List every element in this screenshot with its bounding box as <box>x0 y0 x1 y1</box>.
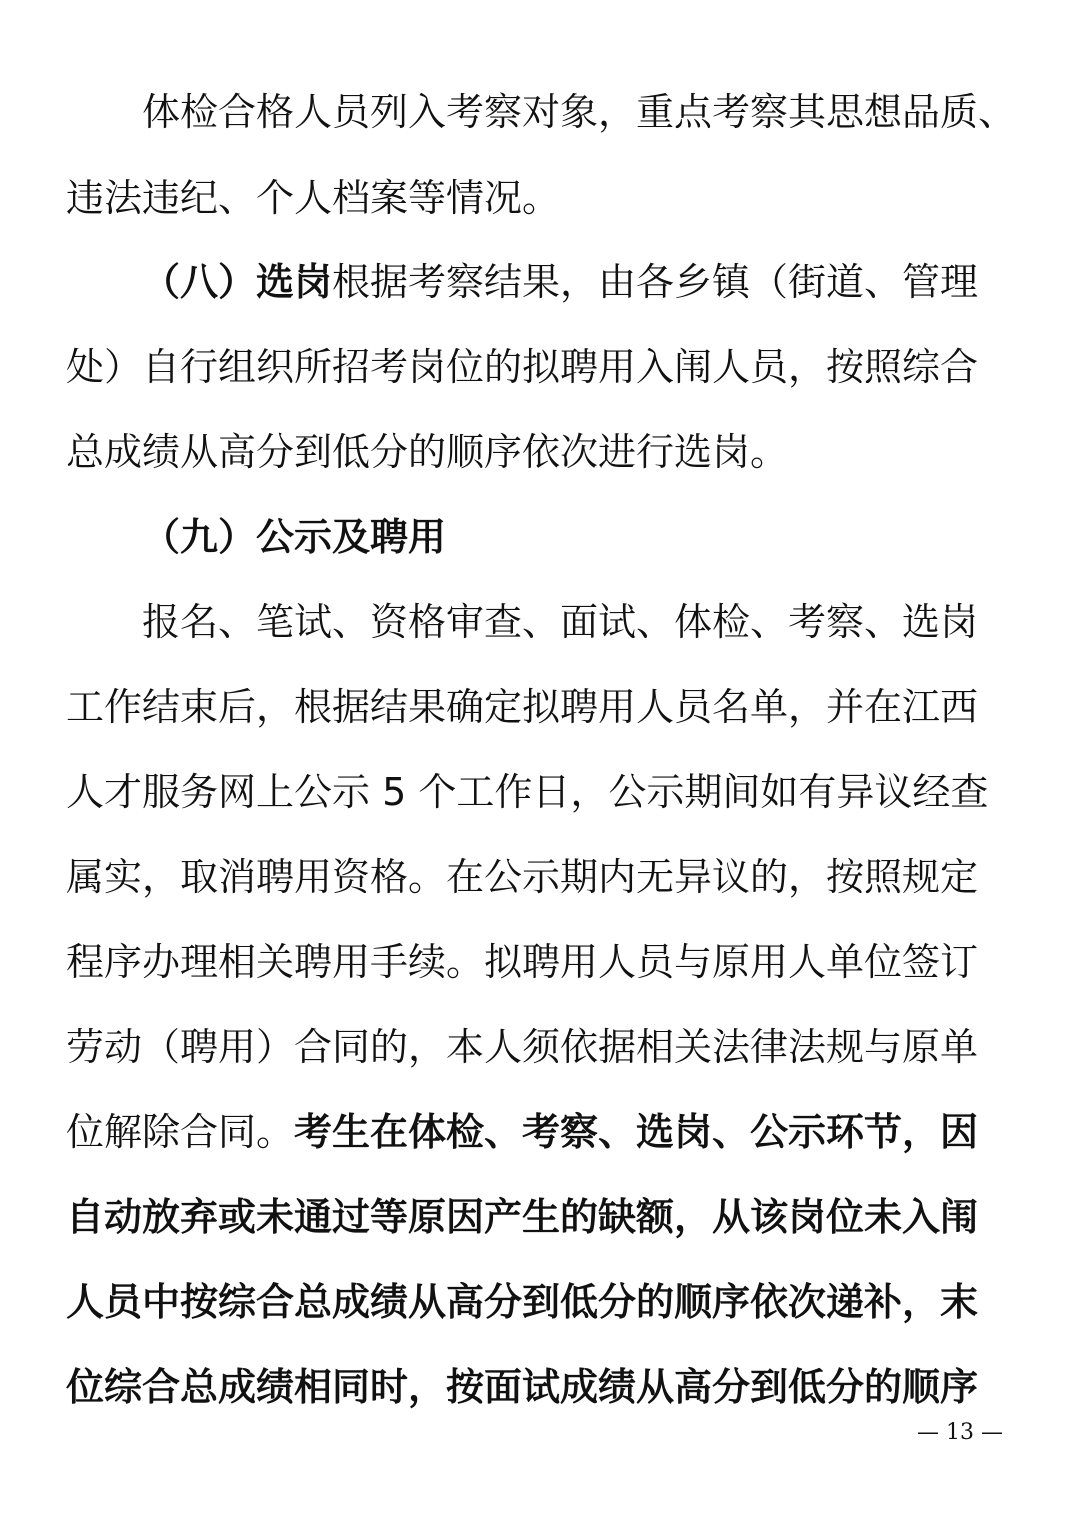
paragraph-line-11: 程序办理相关聘用手续。拟聘用人员与原用人单位签订 <box>66 940 979 984</box>
paragraph-line-15: 人员中按综合总成绩从高分到低分的顺序依次递补，末 <box>66 1280 979 1324</box>
paragraph-line-10: 属实，取消聘用资格。在公示期内无异议的，按照规定 <box>66 855 979 899</box>
paragraph-line-3 <box>142 252 1016 312</box>
paragraph-line-1: 体检合格人员列入考察对象，重点考察其思想品质、 <box>142 90 1016 134</box>
section-heading-9: （九）公示及聘用 <box>142 515 447 559</box>
paragraph-line-2: 违法违纪、个人档案等情况。 <box>66 176 561 220</box>
section-heading-8: （八）选岗 <box>142 260 333 304</box>
paragraph-line-13 <box>66 1102 1016 1162</box>
paragraph-line-16: 位综合总成绩相同时，按面试成绩从高分到低分的顺序 <box>66 1365 979 1409</box>
paragraph-line-9: 人才服务网上公示 5 个工作日，公示期间如有异议经查 <box>66 770 989 814</box>
paragraph-line-14: 自动放弃或未通过等原因产生的缺额，从该岗位未入闱 <box>66 1195 979 1239</box>
page-number: — 13 — <box>917 1420 1003 1445</box>
paragraph-line-13-text: 位解除合同。 <box>66 1110 295 1154</box>
paragraph-line-4: 处）自行组织所招考岗位的拟聘用入闱人员，按照综合 <box>66 345 979 389</box>
paragraph-line-13-bold: 考生在体检、考察、选岗、公示环节，因 <box>294 1110 979 1154</box>
paragraph-line-5: 总成绩从高分到低分的顺序依次进行选岗。 <box>66 430 789 474</box>
paragraph-line-8: 工作结束后，根据结果确定拟聘用人员名单，并在江西 <box>66 685 979 729</box>
paragraph-line-12: 劳动（聘用）合同的，本人须依据相关法律法规与原单 <box>66 1025 979 1069</box>
paragraph-line-7: 报名、笔试、资格审查、面试、体检、考察、选岗 <box>142 600 979 644</box>
paragraph-line-3-text: 根据考察结果，由各乡镇（街道、管理 <box>332 260 979 304</box>
